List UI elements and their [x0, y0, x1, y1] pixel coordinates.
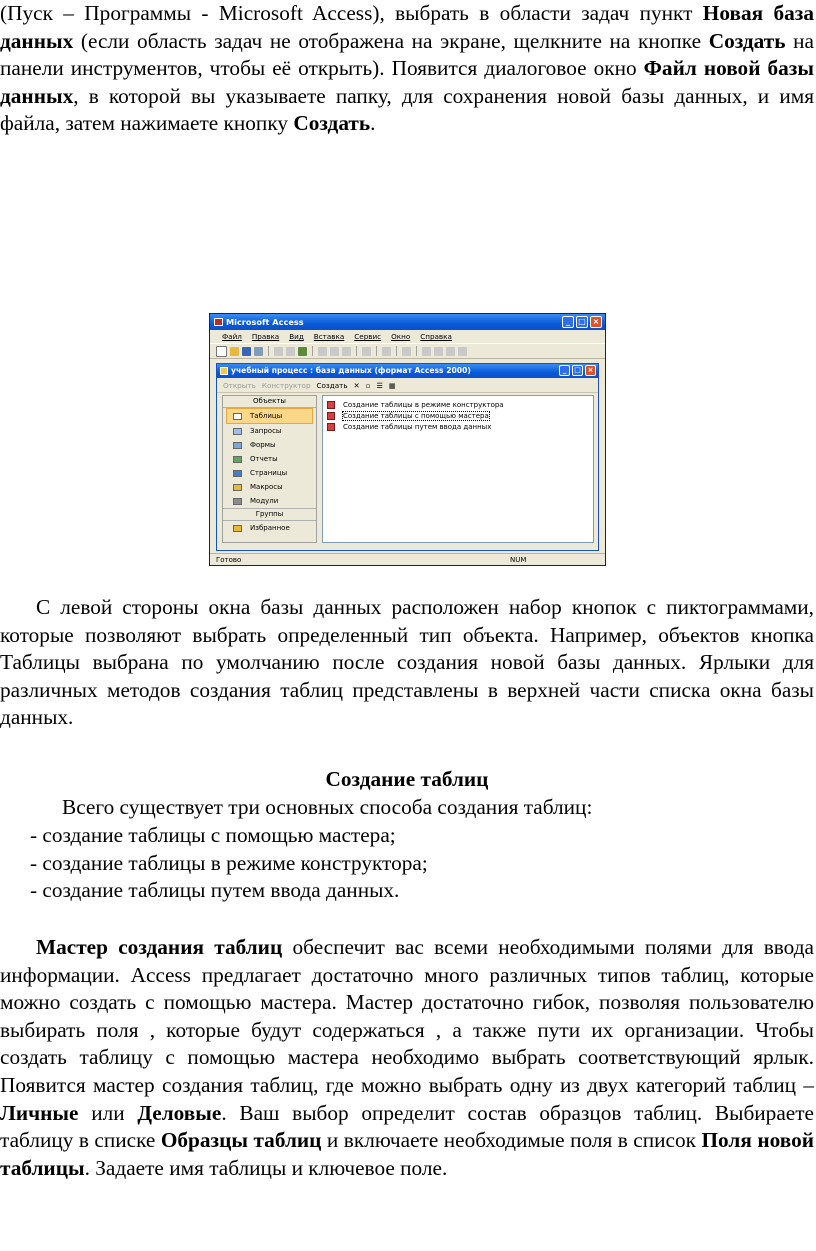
intro-bold-file-dialog: Файл новой базы данных — [0, 56, 814, 108]
menu-window[interactable]: Окно — [391, 332, 411, 341]
undo-icon[interactable] — [362, 347, 371, 356]
status-bar — [210, 553, 605, 565]
db-minimize-icon[interactable]: _ — [559, 365, 570, 376]
intro-text-4: , в которой вы указываете папку, для сохранения новой базы данных, и имя файла, затем нажимаете кнопку — [0, 83, 814, 136]
object-queries-label: Запросы — [250, 427, 282, 435]
form-icon — [233, 442, 242, 449]
menu-file[interactable]: Файл — [222, 332, 242, 341]
groups-header: Группы — [223, 508, 316, 521]
object-reports-label: Отчеты — [250, 455, 278, 463]
section-heading: Создание таблиц — [325, 767, 489, 791]
object-tables[interactable] — [226, 408, 313, 424]
list-view-icon[interactable]: ☰ — [376, 380, 383, 390]
new-file-icon[interactable] — [216, 346, 227, 357]
list-item-label: Создание таблицы в режиме конструктора — [343, 400, 504, 409]
open-button[interactable]: Открыть — [223, 380, 256, 390]
objects-bar — [222, 395, 317, 543]
wizard-bold-new-fields: Поля новой таблицы — [0, 1128, 814, 1180]
database-icon — [220, 367, 228, 375]
app-title: Microsoft Access — [226, 317, 304, 327]
delete-icon[interactable]: ✕ — [353, 380, 360, 390]
list-item-label: Создание таблицы путем ввода данных — [343, 422, 492, 431]
print-icon[interactable] — [274, 347, 283, 356]
object-forms-label: Формы — [250, 441, 276, 449]
close-icon[interactable]: × — [590, 316, 602, 328]
main-toolbar — [210, 343, 605, 359]
object-macros[interactable] — [223, 480, 316, 494]
copy-icon[interactable] — [330, 347, 339, 356]
database-window — [216, 363, 599, 551]
object-pages[interactable] — [223, 466, 316, 480]
code-icon[interactable] — [422, 347, 431, 356]
method-item: - создание таблицы путем ввода данных. — [30, 878, 400, 902]
object-reports[interactable] — [223, 452, 316, 466]
object-modules[interactable] — [223, 494, 316, 508]
intro-bold-create: Создать — [708, 28, 786, 53]
status-num: NUM — [510, 556, 527, 564]
intro-bold-create-2: Создать — [293, 111, 371, 136]
list-item[interactable] — [327, 399, 589, 410]
large-icons-icon[interactable]: ▫ — [365, 380, 371, 390]
group-favorites-label: Избранное — [250, 524, 290, 532]
wizard-bold-samples: Образцы таблиц — [160, 1128, 322, 1153]
list-item[interactable] — [327, 421, 589, 432]
list-item-label: Создание таблицы с помощью мастера — [343, 411, 489, 420]
object-macros-label: Макросы — [250, 483, 283, 491]
design-button[interactable]: Конструктор — [261, 380, 311, 390]
intro-text-3: на панели инструментов, чтобы её открыть). Появится диалоговое окно — [0, 28, 814, 81]
office-links-icon[interactable] — [382, 347, 391, 356]
wizard-text-2: или — [78, 1100, 138, 1125]
method-item: - создание таблицы в режиме конструктора; — [30, 851, 428, 875]
wizard-bold-title: Мастер создания таблиц — [36, 935, 283, 959]
objects-list — [322, 395, 594, 543]
object-tables-label: Таблицы — [250, 412, 283, 420]
shortcut-icon — [327, 401, 335, 409]
report-icon — [233, 456, 242, 463]
paste-icon[interactable] — [342, 347, 351, 356]
preview-icon[interactable] — [286, 347, 295, 356]
db-title: учебный процесс : база данных (формат Access 2000) — [231, 366, 471, 375]
db-maximize-icon[interactable]: □ — [572, 365, 583, 376]
methods-intro: Всего существует три основных способа создания таблиц: — [62, 795, 593, 819]
new-object-icon[interactable] — [458, 347, 467, 356]
query-icon — [233, 428, 242, 435]
access-key-icon — [214, 318, 223, 326]
list-item[interactable] — [327, 410, 589, 421]
wizard-paragraph — [0, 934, 814, 1182]
maximize-icon[interactable]: □ — [576, 316, 588, 328]
wizard-text-4: и включаете необходимые поля в список — [321, 1128, 702, 1153]
wizard-text-5: . Задаете имя таблицы и ключевое поле. — [84, 1155, 448, 1180]
page-icon — [233, 470, 242, 477]
properties-icon[interactable] — [434, 347, 443, 356]
menu-help[interactable]: Справка — [420, 332, 452, 341]
minimize-icon[interactable]: _ — [562, 316, 574, 328]
objects-header: Объекты — [223, 396, 316, 408]
menu-edit[interactable]: Правка — [251, 332, 280, 341]
wizard-text-1: обеспечит вас всеми необходимыми полями для ввода информации. Access предлагает достаточно много различных типов таблиц, которые можно создать с помощью мастера. Мастер достаточно гибок, позволяя пользователю выбирать поля , которые будут содержаться , а также пути их организации. Чтобы создать таблицу с помощью мастера необходимо выбрать соответствующий ярлык. Появится мастер создания таблиц, где можно выбрать одну из двух категорий таблиц – — [0, 935, 814, 1097]
save-icon[interactable] — [242, 347, 251, 356]
wizard-text-3: . Ваш выбор определит состав образцов таблиц. Выбираете таблицу в списке — [0, 1100, 814, 1153]
group-favorites[interactable] — [223, 521, 316, 535]
db-close-icon[interactable]: × — [585, 365, 596, 376]
method-item: - создание таблицы с помощью мастера; — [30, 823, 396, 847]
wizard-bold-business: Деловые — [137, 1100, 222, 1125]
db-titlebar — [217, 364, 598, 378]
wizard-bold-personal: Личные — [0, 1100, 79, 1125]
details-view-icon[interactable]: ▦ — [388, 380, 396, 390]
access-screenshot — [209, 313, 606, 566]
spelling-icon[interactable] — [298, 347, 307, 356]
intro-paragraph — [0, 0, 814, 138]
intro-text-2: (если область задач не отображена на экране, щелкните на кнопке — [73, 28, 709, 53]
open-folder-icon[interactable] — [230, 347, 239, 356]
objects-paragraph: С левой стороны окна базы данных расположен набор кнопок с пиктограммами, которые позволяют выбрать определенный тип объекта. Например, объектов кнопка Таблицы выбрана по умолчанию после создания новой базы данных. Ярлыки для различных методов создания таблиц представлены в верхней части списка окна базы данных. — [0, 595, 814, 730]
app-titlebar — [210, 314, 605, 330]
create-button[interactable]: Создать — [316, 380, 348, 390]
object-modules-label: Модули — [250, 497, 279, 505]
table-icon — [233, 413, 242, 420]
module-icon — [233, 498, 242, 505]
object-pages-label: Страницы — [250, 469, 288, 477]
menu-view[interactable]: Вид — [289, 332, 304, 341]
intro-text-5: . — [370, 111, 376, 136]
object-forms[interactable] — [223, 438, 316, 452]
intro-bold-new-db: Новая база данных — [0, 1, 814, 53]
menu-insert[interactable]: Вставка — [313, 332, 345, 341]
shortcut-icon — [327, 423, 335, 431]
menu-bar — [210, 330, 605, 343]
object-queries[interactable] — [223, 424, 316, 438]
analyze-icon[interactable] — [402, 347, 411, 356]
shortcut-icon — [327, 412, 335, 420]
intro-text-1: (Пуск – Программы - Microsoft Access), выбрать в области задач пункт — [0, 1, 703, 25]
status-ready: Готово — [216, 556, 242, 564]
menu-tools[interactable]: Сервис — [354, 332, 382, 341]
relationships-icon[interactable] — [446, 347, 455, 356]
cut-icon[interactable] — [318, 347, 327, 356]
favorites-folder-icon — [233, 525, 242, 532]
search-icon[interactable] — [254, 347, 263, 356]
db-toolbar — [217, 378, 598, 393]
macro-icon — [233, 484, 242, 491]
